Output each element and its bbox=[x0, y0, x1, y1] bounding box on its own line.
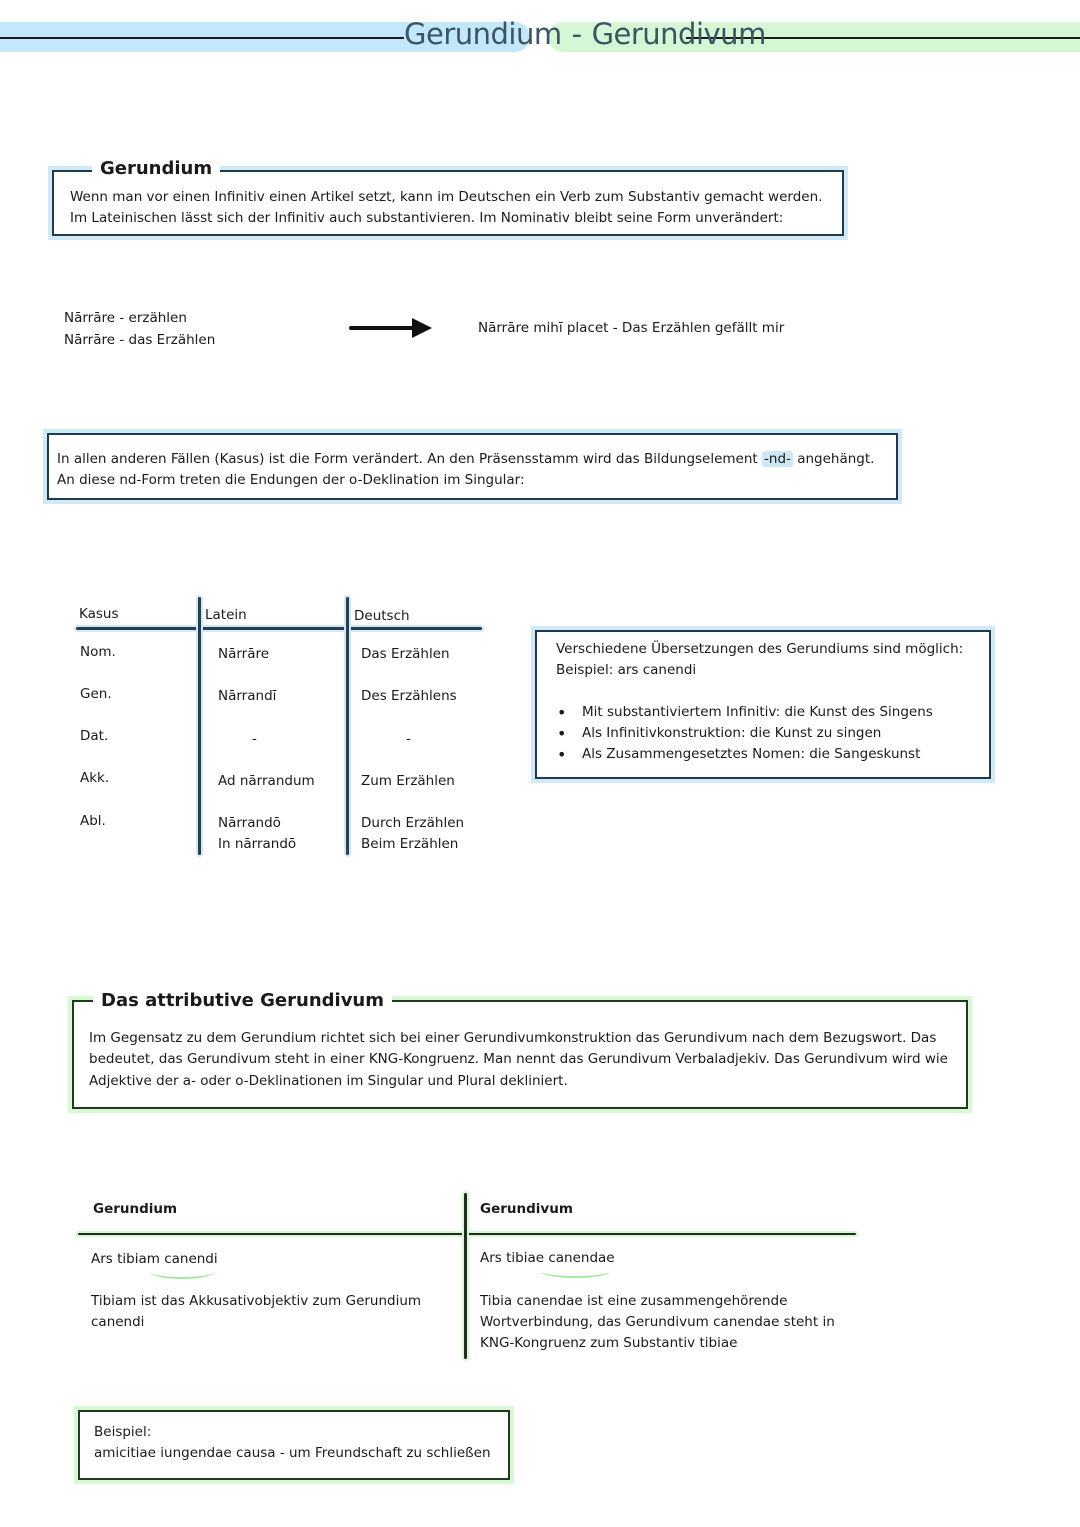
translations-bullet: • Als Zusammengesetztes Nomen: die Sangeskunst bbox=[557, 744, 933, 765]
case-row-gen-latein: Nārrandī bbox=[218, 688, 277, 704]
translations-bullet: • Als Infinitivkonstruktion: die Kunst zu singen bbox=[557, 723, 933, 744]
right-arrow-icon-head bbox=[412, 318, 432, 338]
gerundium-text-2: Im Lateinischen lässt sich der Infinitiv auch substantivieren. Im Nominativ bleibt seine Form unverändert: bbox=[70, 210, 784, 226]
comparison-expl-gerundivum-3: KNG-Kongruenz zum Substantiv tibiae bbox=[480, 1335, 738, 1351]
gerundium-text-1: Wenn man vor einen Infinitiv einen Artikel setzt, kann im Deutschen ein Verb zum Substantiv gemacht werden. bbox=[70, 189, 823, 205]
comparison-expl-gerundivum-2: Wortverbindung, das Gerundivum canendae steht in bbox=[480, 1314, 835, 1330]
comparison-expl-gerundivum-1: Tibia canendae ist eine zusammengehörende bbox=[480, 1293, 788, 1309]
example-right: Nārrāre mihī placet - Das Erzählen gefällt mir bbox=[478, 320, 785, 336]
header-rule-left bbox=[0, 37, 404, 39]
example-left-2: Nārrāre - das Erzählen bbox=[64, 332, 216, 348]
comparison-header-rule bbox=[78, 1233, 856, 1235]
example-box-text: amicitiae iungendae causa - um Freundschaft zu schließen bbox=[94, 1445, 491, 1461]
gerundivum-text-3: Adjektive der a- oder o-Deklinationen im Singular und Plural dekliniert. bbox=[89, 1073, 568, 1089]
translations-bullet: • Mit substantiviertem Infinitiv: die Kunst des Singens bbox=[557, 702, 933, 723]
connector-swoosh-left bbox=[150, 1265, 214, 1279]
example-left-1: Nārrāre - erzählen bbox=[64, 310, 187, 326]
case-row-nom-deutsch: Das Erzählen bbox=[361, 646, 450, 662]
comparison-expl-gerundium-2: canendi bbox=[91, 1314, 145, 1330]
connector-swoosh-right bbox=[540, 1264, 610, 1278]
forms-text-1-before: In allen anderen Fällen (Kasus) ist die Form verändert. An den Präsensstamm wird das Bildungselement bbox=[57, 451, 758, 467]
forms-text-2: An diese nd-Form treten die Endungen der o-Deklination im Singular: bbox=[57, 472, 525, 488]
case-row-dat-kasus: Dat. bbox=[80, 728, 109, 744]
case-row-nom-latein: Nārrāre bbox=[218, 646, 270, 662]
case-header-latein: Latein bbox=[205, 607, 247, 623]
comparison-example-gerundivum: Ars tibiae canendae bbox=[480, 1250, 615, 1266]
case-row-akk-kasus: Akk. bbox=[80, 770, 110, 786]
case-row-dat-deutsch: - bbox=[406, 731, 411, 747]
case-row-akk-deutsch: Zum Erzählen bbox=[361, 773, 455, 789]
comparison-expl-gerundium-1: Tibiam ist das Akkusativobjektiv zum Gerundium bbox=[91, 1293, 422, 1309]
gerundivum-text-1: Im Gegensatz zu dem Gerundium richtet sich bei einer Gerundivumkonstruktion das Gerundivum nach dem Bezugswort. Das bbox=[89, 1030, 937, 1046]
case-header-deutsch: Deutsch bbox=[354, 608, 410, 624]
page-title bbox=[404, 17, 766, 51]
case-row-gen-kasus: Gen. bbox=[80, 686, 112, 702]
gerundivum-text-2: bedeutet, das Gerundivum steht in einer KNG-Kongruenz. Man nennt das Gerundivum Verbaladjekiv. Das Gerundivum wird wie bbox=[89, 1051, 948, 1067]
title-separator: - bbox=[571, 17, 582, 51]
case-row-gen-deutsch: Des Erzählens bbox=[361, 688, 457, 704]
example-box-label: Beispiel: bbox=[94, 1424, 152, 1440]
comparison-header-gerundivum: Gerundivum bbox=[480, 1201, 573, 1217]
case-row-abl-deutsch: Durch Erzählen bbox=[361, 815, 465, 831]
case-row-abl-kasus: Abl. bbox=[80, 813, 106, 829]
comparison-example-gerundium: Ars tibiam canendi bbox=[91, 1251, 218, 1267]
title-gerundium: Gerundium bbox=[404, 17, 562, 51]
comparison-header-gerundium: Gerundium bbox=[93, 1201, 178, 1217]
case-row-dat-latein: - bbox=[252, 731, 257, 747]
translations-list bbox=[557, 702, 933, 765]
case-table-divider-2 bbox=[346, 597, 349, 855]
gerundium-legend: Gerundium bbox=[92, 158, 220, 179]
case-row-akk-latein: Ad nārrandum bbox=[218, 773, 315, 789]
translations-text-2: Beispiel: ars canendi bbox=[556, 662, 697, 678]
translations-text-1: Verschiedene Übersetzungen des Gerundiums sind möglich: bbox=[556, 641, 964, 657]
case-row-abl-latein-2: In nārrandō bbox=[218, 836, 297, 852]
case-row-abl-latein: Nārrandō bbox=[218, 815, 281, 831]
forms-text-1-after: angehängt. bbox=[797, 451, 875, 467]
case-table-divider-1 bbox=[198, 597, 201, 855]
case-table-header-rule bbox=[76, 627, 482, 630]
case-header-kasus: Kasus bbox=[79, 606, 119, 622]
forms-text-1 bbox=[57, 449, 874, 470]
case-row-abl-deutsch-2: Beim Erzählen bbox=[361, 836, 459, 852]
title-gerundivum: Gerundivum bbox=[591, 17, 766, 51]
comparison-divider bbox=[464, 1193, 467, 1359]
case-row-nom-kasus: Nom. bbox=[80, 644, 116, 660]
nd-highlight: -nd- bbox=[764, 451, 791, 467]
gerundivum-legend: Das attributive Gerundivum bbox=[93, 990, 392, 1011]
